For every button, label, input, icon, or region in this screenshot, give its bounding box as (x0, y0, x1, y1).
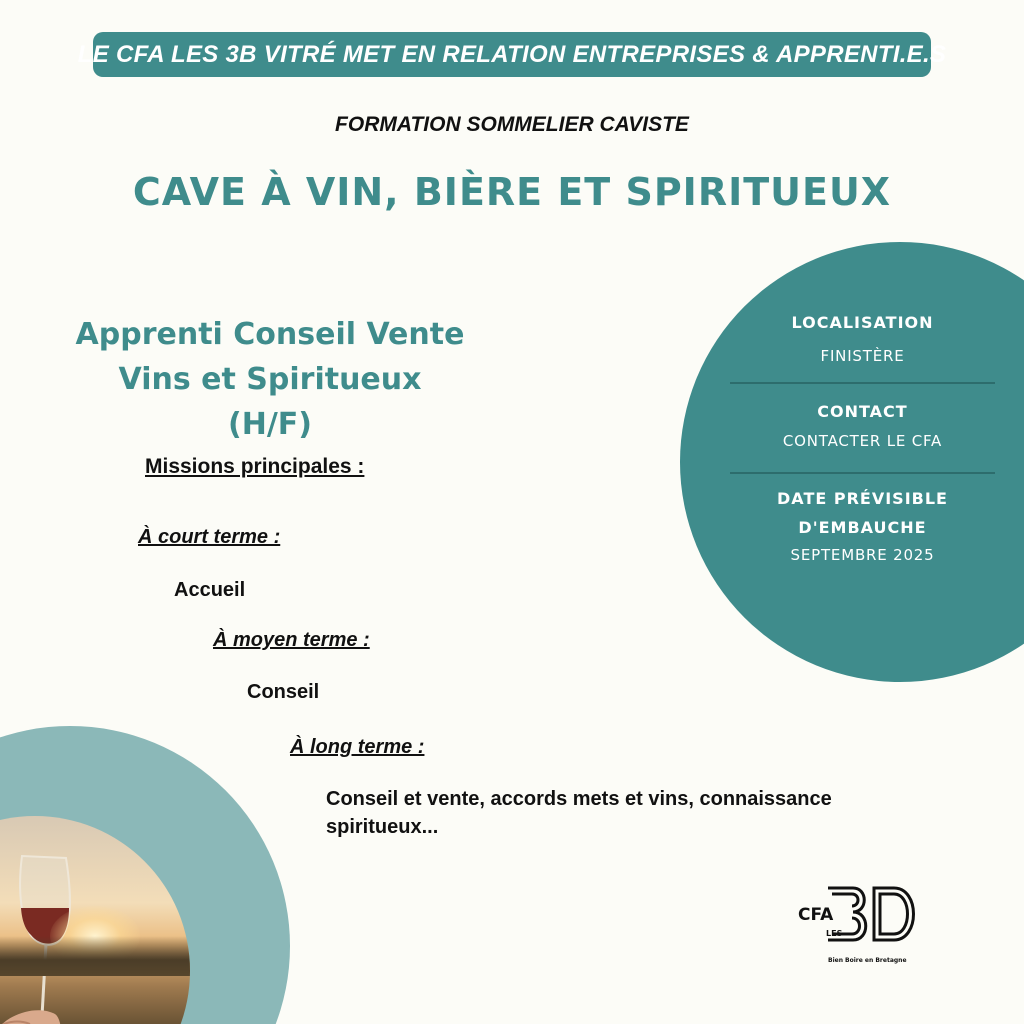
long-term-label: À long terme : (290, 736, 425, 758)
hire-date-label-line-1: DATE PRÉVISIBLE (777, 489, 948, 508)
job-title-line-3: (H/F) (228, 407, 312, 442)
mid-term-label: À moyen terme : (213, 629, 370, 651)
treeline (0, 936, 190, 976)
top-banner (77, 32, 947, 77)
short-term-value: Accueil (174, 579, 246, 601)
location-block (730, 308, 995, 365)
hire-date-block (730, 484, 995, 564)
hire-date-label-line-2: D'EMBAUCHE (798, 518, 927, 537)
long-term-value-line-2: spiritueux... (326, 816, 439, 838)
job-title-line-2: Vins et Spiritueux (118, 362, 422, 397)
location-label: LOCALISATION (791, 313, 934, 332)
location-value: FINISTÈRE (820, 347, 905, 365)
job-title-line-1: Apprenti Conseil Vente (75, 317, 465, 352)
page-title: CAVE À VIN, BIÈRE ET SPIRITUEUX (132, 170, 892, 214)
info-divider (730, 472, 995, 474)
hire-date-value: SEPTEMBRE 2025 (790, 546, 935, 564)
info-divider (730, 382, 995, 384)
cfa-3b-logo (798, 878, 926, 970)
logo-les-text: LES (826, 929, 843, 938)
contact-value: CONTACTER LE CFA (782, 432, 943, 450)
short-term-label: À court terme : (138, 526, 281, 548)
logo-cfa-text: CFA (798, 905, 834, 925)
missions-heading: Missions principales : (145, 455, 365, 478)
long-term-value-line-1: Conseil et vente, accords mets et vins, connaissance (326, 788, 832, 810)
contact-block (730, 397, 995, 450)
job-title (60, 312, 480, 447)
logo-tagline: Bien Boire en Bretagne (828, 957, 907, 964)
mid-term-value: Conseil (247, 681, 320, 703)
banner-text: LE CFA LES 3B VITRÉ MET EN RELATION ENTREPRISES & APPRENTI.E.S (77, 40, 947, 68)
contact-label: CONTACT (817, 402, 908, 421)
formation-subtitle: FORMATION SOMMELIER CAVISTE (335, 113, 689, 136)
long-term-value (326, 785, 966, 841)
